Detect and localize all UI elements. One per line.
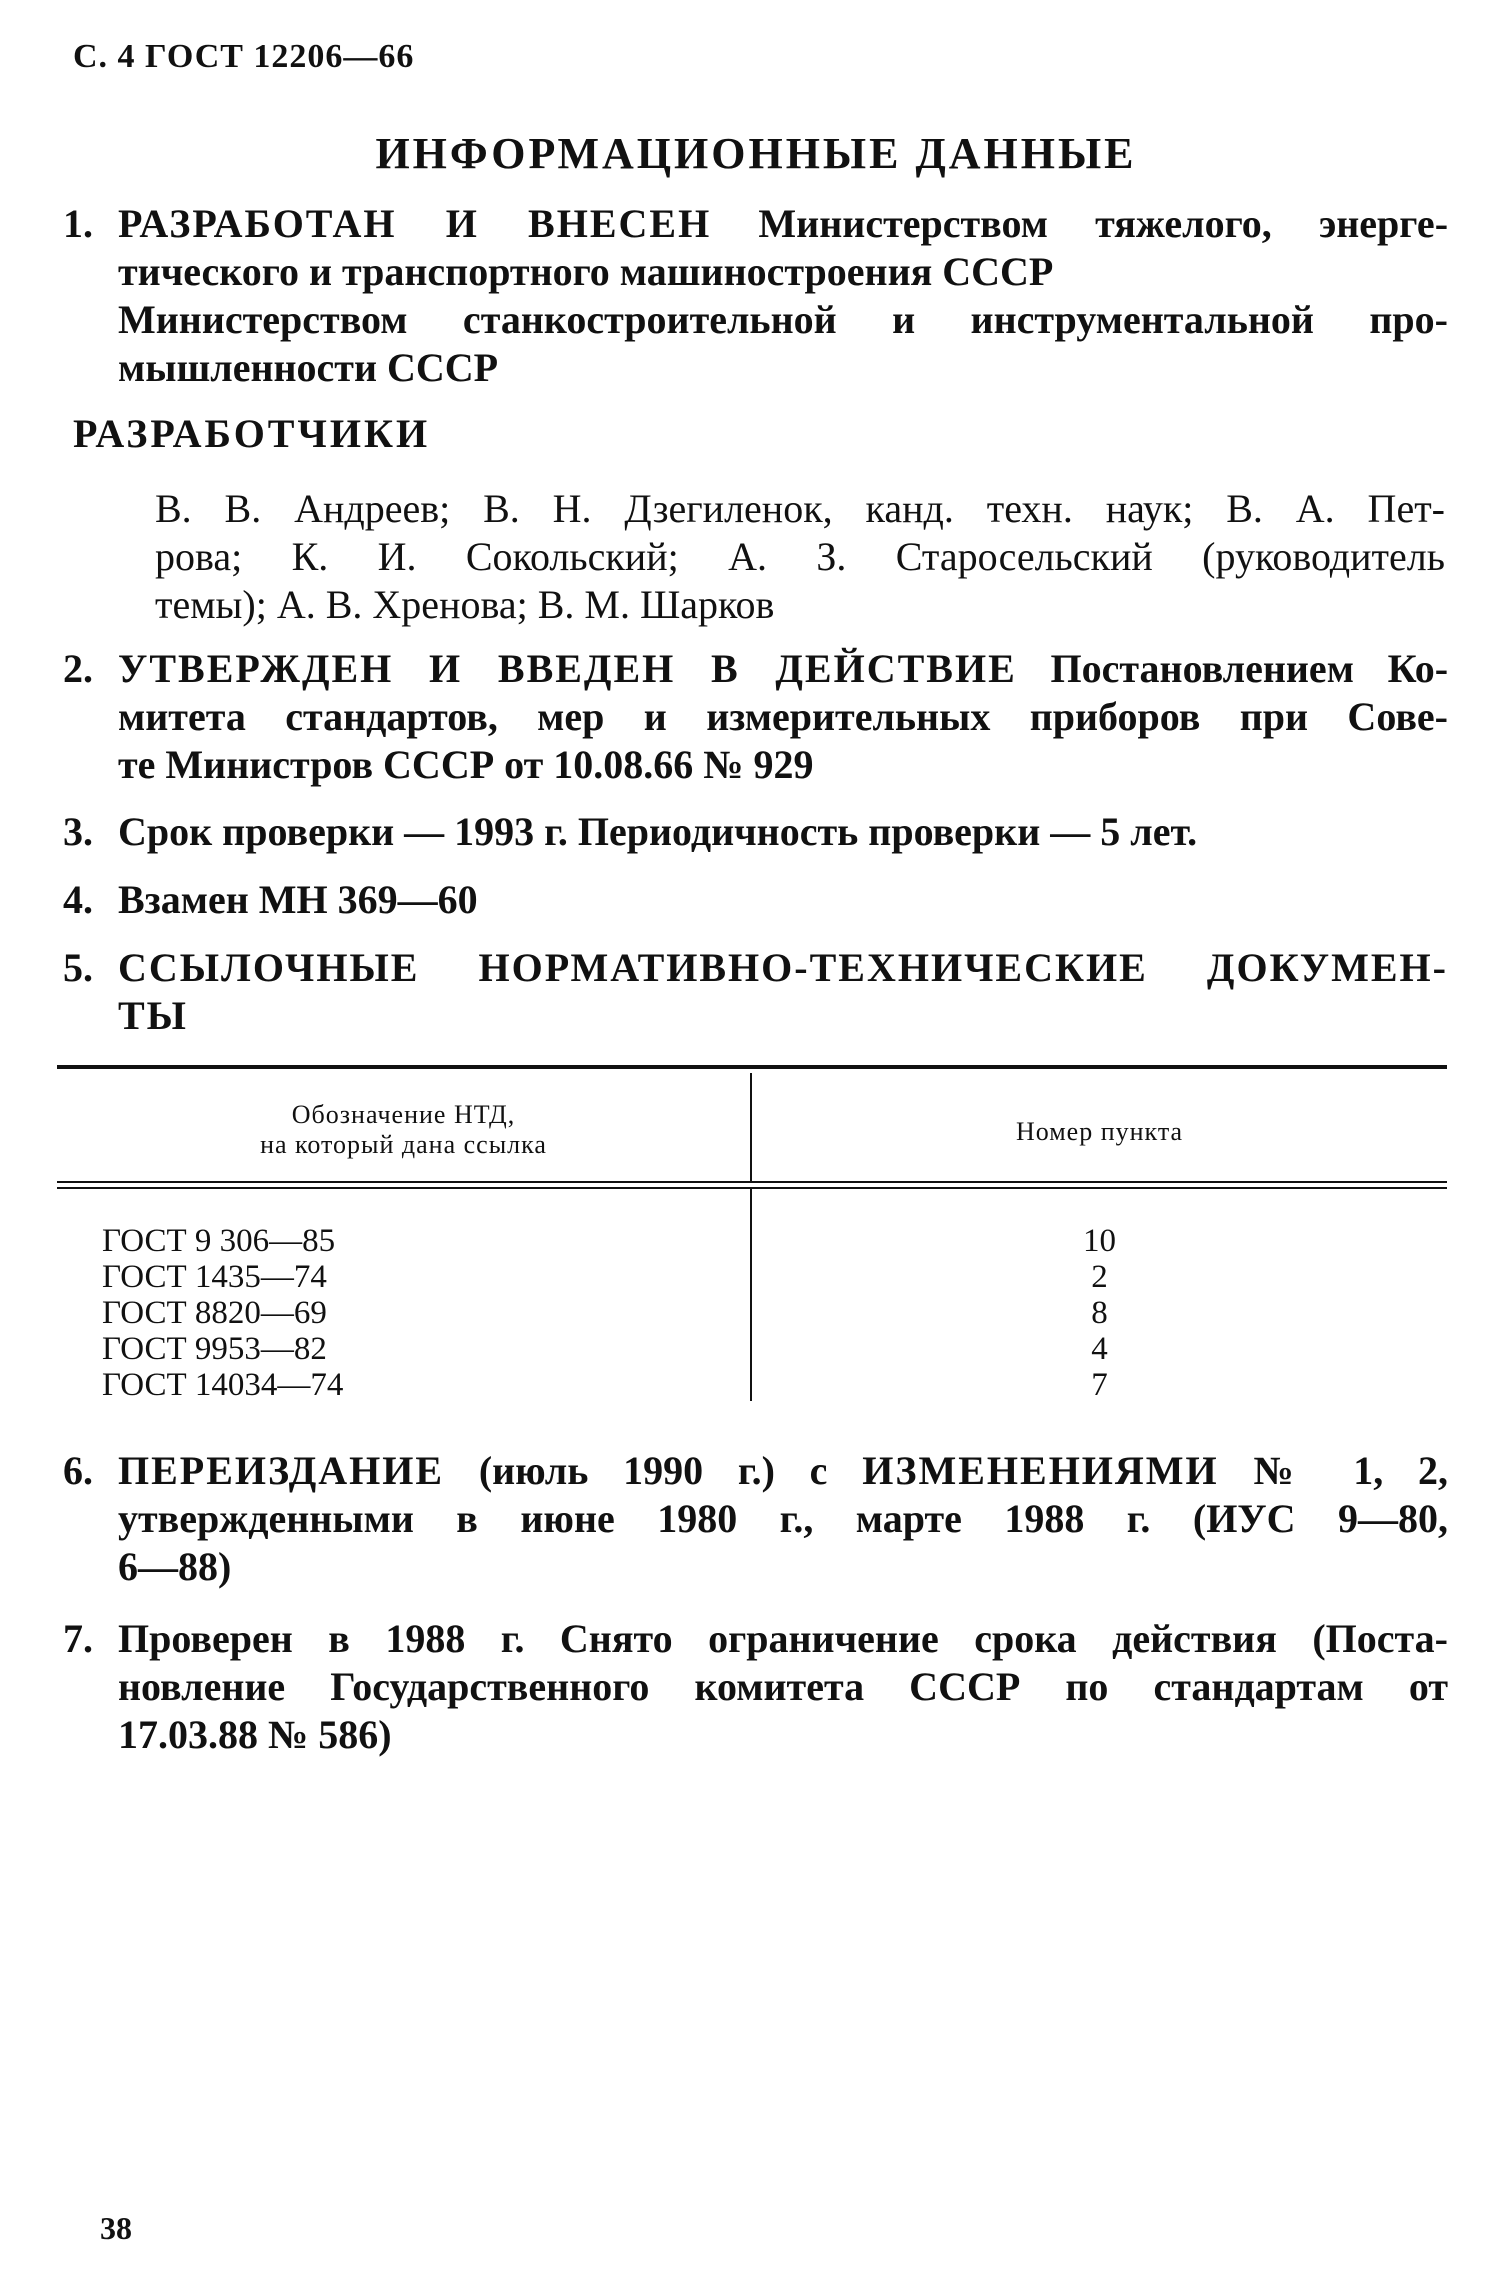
item2-line1: Постановлением Ко-: [1050, 646, 1449, 691]
col1-header-line1: Обозначение НТД,: [291, 1100, 516, 1129]
developers-heading: РАЗРАБОТЧИКИ: [73, 411, 431, 456]
developers-list: [155, 485, 1445, 629]
col1-header-line2: на который дана ссылка: [260, 1130, 547, 1159]
item7-number: 7.: [63, 1616, 93, 1661]
item5-line2: ТЫ: [118, 993, 188, 1038]
item6-line2: утвержденными в июне 1980 г., марте 1988 г. (ИУС 9—80,: [118, 1496, 1448, 1541]
item7-line2: новление Государственного комитета СССР по стандартам от: [118, 1664, 1448, 1709]
table-cell-doc: ГОСТ 8820—69: [102, 1295, 327, 1331]
item2-line3: те Министров СССР от 10.08.66 № 929: [118, 742, 814, 787]
item1-line1: Министерством тяжелого, энерге-: [758, 201, 1449, 246]
item5-heading: [118, 944, 1448, 1040]
item1-paragraph: [118, 200, 1448, 392]
table-cell-doc: ГОСТ 14034—74: [102, 1367, 344, 1403]
item1-lead: РАЗРАБОТАН И ВНЕСЕН: [118, 201, 712, 246]
item6-lead2: ИЗМЕНЕНИЯМИ: [862, 1448, 1219, 1493]
developers-line3: темы); А. В. Хренова; В. М. Шарков: [155, 582, 775, 627]
table-cell-doc: ГОСТ 1435—74: [102, 1259, 327, 1295]
item1-number: 1.: [63, 201, 93, 246]
item6-tail: № 1, 2,: [1253, 1448, 1449, 1493]
header-rule-1: [57, 1181, 1447, 1183]
item2-paragraph: [118, 645, 1448, 789]
item1-line2: тического и транспортного машиностроения СССР: [118, 249, 1054, 294]
item4-number: 4.: [63, 877, 93, 922]
table-cell-doc: ГОСТ 9953—82: [102, 1331, 327, 1367]
item4-text: Взамен МН 369—60: [118, 877, 478, 922]
item2-number: 2.: [63, 646, 93, 691]
item6-number: 6.: [63, 1448, 93, 1493]
item6-lead: ПЕРЕИЗДАНИЕ: [118, 1448, 445, 1493]
item3-number: 3.: [63, 809, 93, 854]
item6-line3: 6—88): [118, 1544, 232, 1589]
col2-values: [752, 1223, 1447, 1403]
table-cell-point: 7: [1091, 1367, 1108, 1403]
item7-paragraph: [118, 1615, 1448, 1759]
table-top-rule: [57, 1065, 1447, 1069]
item1-line4: мышленности СССР: [118, 345, 499, 390]
page-number: 38: [100, 2210, 132, 2246]
reference-table: [57, 1065, 1447, 1405]
col2-header: Номер пункта: [1015, 1117, 1184, 1146]
table-cell-point: 10: [1083, 1223, 1116, 1259]
section-title: ИНФОРМАЦИОННЫЕ ДАННЫЕ: [375, 129, 1137, 178]
col1-values: [102, 1223, 702, 1403]
item5-line1: ССЫЛОЧНЫЕ НОРМАТИВНО-ТЕХНИЧЕСКИЕ ДОКУМЕН-: [118, 945, 1448, 990]
table-cell-doc: ГОСТ 9 306—85: [102, 1223, 336, 1259]
developers-line2: рова; К. И. Сокольский; А. З. Старосельский (руководитель: [155, 534, 1445, 579]
item3-text: Срок проверки — 1993 г. Периодичность проверки — 5 лет.: [118, 809, 1198, 854]
item7-line3: 17.03.88 № 586): [118, 1712, 392, 1757]
table-cell-point: 4: [1091, 1331, 1108, 1367]
developers-line1: В. В. Андреев; В. Н. Дзегиленок, канд. техн. наук; В. А. Пет-: [155, 486, 1445, 531]
item2-lead: УТВЕРЖДЕН И ВВЕДЕН В ДЕЙСТВИЕ: [118, 646, 1017, 691]
item2-line2: митета стандартов, мер и измерительных приборов при Сове-: [118, 694, 1448, 739]
item6-paragraph: [118, 1447, 1448, 1591]
col1-header: [57, 1100, 750, 1160]
item5-number: 5.: [63, 945, 93, 990]
item1-line3: Министерством станкостроительной и инструментальной про-: [118, 297, 1448, 342]
table-cell-point: 2: [1091, 1259, 1108, 1295]
item6-mid: (июль 1990 г.) с: [478, 1448, 828, 1493]
table-cell-point: 8: [1091, 1295, 1108, 1331]
header-rule-2: [57, 1187, 1447, 1189]
item7-line1: Проверен в 1988 г. Снято ограничение срока действия (Поста-: [118, 1616, 1448, 1661]
page-header: С. 4 ГОСТ 12206—66: [73, 38, 415, 75]
